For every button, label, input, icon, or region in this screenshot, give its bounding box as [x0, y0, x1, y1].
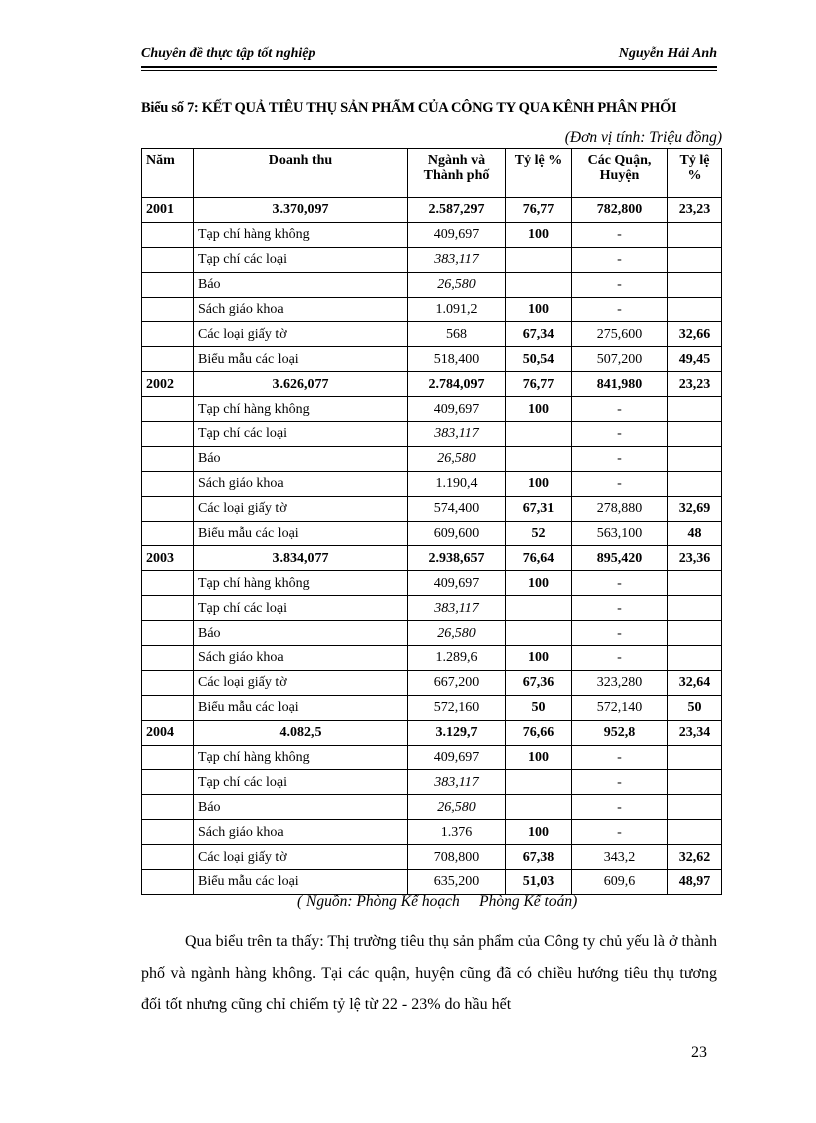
col-header: Ngành và Thành phố	[408, 149, 506, 198]
table-row	[142, 347, 722, 372]
district-pct-cell	[668, 770, 722, 795]
city-value-cell: 2.784,097	[408, 372, 506, 397]
district-pct-cell: 49,45	[668, 347, 722, 372]
city-value-cell: 409,697	[408, 571, 506, 596]
city-value-cell: 572,160	[408, 695, 506, 720]
district-pct-cell: 50	[668, 695, 722, 720]
source-note: ( Nguồn: Phòng Kế hoạch Phòng Kế toán)	[297, 893, 578, 910]
city-value-cell: 518,400	[408, 347, 506, 372]
city-pct-cell: 100	[506, 222, 572, 247]
empty-year-cell	[142, 670, 194, 695]
city-value-cell: 26,580	[408, 621, 506, 646]
city-pct-cell: 76,64	[506, 546, 572, 571]
city-value-cell: 1.376	[408, 820, 506, 845]
district-pct-cell: 32,62	[668, 845, 722, 870]
district-value-cell: -	[572, 770, 668, 795]
page-header	[141, 46, 717, 66]
district-pct-cell: 48	[668, 521, 722, 546]
empty-year-cell	[142, 795, 194, 820]
district-value-cell: 275,600	[572, 322, 668, 347]
city-pct-cell: 50	[506, 695, 572, 720]
product-name-cell: Các loại giấy tờ	[194, 670, 408, 695]
revenue-cell: 3.370,097	[194, 198, 408, 223]
district-pct-cell	[668, 571, 722, 596]
empty-year-cell	[142, 646, 194, 671]
city-value-cell: 1.091,2	[408, 297, 506, 322]
city-pct-cell	[506, 446, 572, 471]
city-pct-cell: 76,77	[506, 372, 572, 397]
district-value-cell: 343,2	[572, 845, 668, 870]
revenue-cell: 3.834,077	[194, 546, 408, 571]
table-row	[142, 222, 722, 247]
city-pct-cell: 100	[506, 820, 572, 845]
table-row	[142, 397, 722, 422]
city-pct-cell: 76,66	[506, 720, 572, 745]
city-value-cell: 383,117	[408, 422, 506, 447]
district-pct-cell	[668, 646, 722, 671]
district-value-cell: 609,6	[572, 870, 668, 895]
table-row	[142, 247, 722, 272]
city-value-cell: 26,580	[408, 272, 506, 297]
district-pct-cell	[668, 397, 722, 422]
city-value-cell: 1.289,6	[408, 646, 506, 671]
city-pct-cell	[506, 770, 572, 795]
table-row	[142, 422, 722, 447]
revenue-cell: 3.626,077	[194, 372, 408, 397]
year-cell: 2003	[142, 546, 194, 571]
unit-note: (Đơn vị tính: Triệu đồng)	[564, 129, 722, 146]
product-name-cell: Sách giáo khoa	[194, 471, 408, 496]
city-pct-cell: 67,34	[506, 322, 572, 347]
district-value-cell: -	[572, 247, 668, 272]
body-paragraph	[141, 926, 717, 1021]
district-pct-cell	[668, 745, 722, 770]
district-value-cell: -	[572, 272, 668, 297]
district-value-cell: 782,800	[572, 198, 668, 223]
city-value-cell: 383,117	[408, 596, 506, 621]
district-pct-cell: 23,23	[668, 372, 722, 397]
district-value-cell: 323,280	[572, 670, 668, 695]
table-row	[142, 471, 722, 496]
district-value-cell: -	[572, 745, 668, 770]
product-name-cell: Báo	[194, 621, 408, 646]
district-value-cell: -	[572, 621, 668, 646]
table-row	[142, 496, 722, 521]
empty-year-cell	[142, 621, 194, 646]
table-row	[142, 820, 722, 845]
district-value-cell: -	[572, 422, 668, 447]
table-row	[142, 571, 722, 596]
product-name-cell: Tạp chí các loại	[194, 596, 408, 621]
empty-year-cell	[142, 496, 194, 521]
district-pct-cell	[668, 596, 722, 621]
col-header: Tỷ lệ %	[668, 149, 722, 198]
city-value-cell: 409,697	[408, 397, 506, 422]
year-summary-row	[142, 372, 722, 397]
city-value-cell: 383,117	[408, 770, 506, 795]
table-row	[142, 845, 722, 870]
year-cell: 2001	[142, 198, 194, 223]
table-row	[142, 297, 722, 322]
city-value-cell: 2.938,657	[408, 546, 506, 571]
table-row	[142, 621, 722, 646]
header-right: Nguyễn Hải Anh	[618, 46, 717, 61]
empty-year-cell	[142, 745, 194, 770]
product-name-cell: Sách giáo khoa	[194, 297, 408, 322]
district-pct-cell: 23,34	[668, 720, 722, 745]
city-pct-cell: 100	[506, 471, 572, 496]
page-number: 23	[691, 1044, 707, 1061]
city-pct-cell: 76,77	[506, 198, 572, 223]
city-value-cell: 708,800	[408, 845, 506, 870]
district-value-cell: -	[572, 596, 668, 621]
product-name-cell: Các loại giấy tờ	[194, 496, 408, 521]
city-pct-cell: 100	[506, 297, 572, 322]
table-row	[142, 795, 722, 820]
district-value-cell: 278,880	[572, 496, 668, 521]
city-pct-cell	[506, 596, 572, 621]
city-value-cell: 383,117	[408, 247, 506, 272]
product-name-cell: Tạp chí hàng không	[194, 222, 408, 247]
city-pct-cell	[506, 422, 572, 447]
sales-table	[141, 148, 722, 895]
district-value-cell: -	[572, 571, 668, 596]
city-pct-cell: 51,03	[506, 870, 572, 895]
header-left: Chuyên đề thực tập tốt nghiệp	[141, 46, 316, 61]
city-value-cell: 667,200	[408, 670, 506, 695]
district-pct-cell: 32,69	[668, 496, 722, 521]
product-name-cell: Tạp chí các loại	[194, 247, 408, 272]
district-pct-cell	[668, 272, 722, 297]
product-name-cell: Tạp chí hàng không	[194, 571, 408, 596]
district-pct-cell	[668, 422, 722, 447]
table-row	[142, 745, 722, 770]
city-value-cell: 3.129,7	[408, 720, 506, 745]
city-pct-cell: 100	[506, 571, 572, 596]
city-pct-cell: 50,54	[506, 347, 572, 372]
city-value-cell: 574,400	[408, 496, 506, 521]
city-pct-cell: 67,38	[506, 845, 572, 870]
district-value-cell: -	[572, 646, 668, 671]
district-value-cell: 572,140	[572, 695, 668, 720]
empty-year-cell	[142, 870, 194, 895]
product-name-cell: Sách giáo khoa	[194, 820, 408, 845]
district-value-cell: 895,420	[572, 546, 668, 571]
product-name-cell: Biểu mẫu các loại	[194, 870, 408, 895]
district-pct-cell: 23,36	[668, 546, 722, 571]
col-header: Tỷ lệ %	[506, 149, 572, 198]
empty-year-cell	[142, 222, 194, 247]
district-value-cell: 563,100	[572, 521, 668, 546]
city-pct-cell: 67,31	[506, 496, 572, 521]
year-summary-row	[142, 198, 722, 223]
district-pct-cell	[668, 297, 722, 322]
district-value-cell: 841,980	[572, 372, 668, 397]
city-pct-cell	[506, 795, 572, 820]
table-row	[142, 521, 722, 546]
district-value-cell: 507,200	[572, 347, 668, 372]
city-value-cell: 409,697	[408, 222, 506, 247]
table-title: Biểu số 7: KẾT QUẢ TIÊU THỤ SẢN PHẨM CỦA CÔNG TY QUA KÊNH PHÂN PHỐI	[141, 100, 677, 116]
product-name-cell: Tạp chí hàng không	[194, 745, 408, 770]
product-name-cell: Báo	[194, 795, 408, 820]
revenue-cell: 4.082,5	[194, 720, 408, 745]
district-value-cell: -	[572, 795, 668, 820]
city-value-cell: 609,600	[408, 521, 506, 546]
table-row	[142, 596, 722, 621]
product-name-cell: Tạp chí các loại	[194, 770, 408, 795]
empty-year-cell	[142, 272, 194, 297]
city-pct-cell: 100	[506, 646, 572, 671]
city-pct-cell: 100	[506, 397, 572, 422]
product-name-cell: Tạp chí hàng không	[194, 397, 408, 422]
product-name-cell: Báo	[194, 446, 408, 471]
empty-year-cell	[142, 322, 194, 347]
col-header: Năm	[142, 149, 194, 198]
empty-year-cell	[142, 297, 194, 322]
district-pct-cell	[668, 247, 722, 272]
empty-year-cell	[142, 397, 194, 422]
city-value-cell: 2.587,297	[408, 198, 506, 223]
district-pct-cell	[668, 471, 722, 496]
product-name-cell: Tạp chí các loại	[194, 422, 408, 447]
product-name-cell: Các loại giấy tờ	[194, 845, 408, 870]
empty-year-cell	[142, 820, 194, 845]
table-body	[142, 198, 722, 895]
city-value-cell: 635,200	[408, 870, 506, 895]
col-header: Doanh thu	[194, 149, 408, 198]
city-value-cell: 1.190,4	[408, 471, 506, 496]
table-header-row	[142, 149, 722, 198]
city-value-cell: 409,697	[408, 745, 506, 770]
empty-year-cell	[142, 845, 194, 870]
header-rule-thin	[141, 70, 717, 71]
city-pct-cell	[506, 272, 572, 297]
empty-year-cell	[142, 521, 194, 546]
empty-year-cell	[142, 695, 194, 720]
city-value-cell: 26,580	[408, 795, 506, 820]
district-pct-cell	[668, 795, 722, 820]
year-cell: 2002	[142, 372, 194, 397]
district-pct-cell	[668, 446, 722, 471]
district-value-cell: -	[572, 446, 668, 471]
year-summary-row	[142, 546, 722, 571]
district-pct-cell: 48,97	[668, 870, 722, 895]
table-row	[142, 322, 722, 347]
empty-year-cell	[142, 770, 194, 795]
col-header: Các Quận, Huyện	[572, 149, 668, 198]
empty-year-cell	[142, 596, 194, 621]
table-row	[142, 695, 722, 720]
empty-year-cell	[142, 446, 194, 471]
city-value-cell: 568	[408, 322, 506, 347]
district-value-cell: -	[572, 222, 668, 247]
empty-year-cell	[142, 571, 194, 596]
table-row	[142, 770, 722, 795]
district-value-cell: -	[572, 397, 668, 422]
district-pct-cell: 23,23	[668, 198, 722, 223]
header-rule-thick	[141, 66, 717, 68]
district-pct-cell: 32,66	[668, 322, 722, 347]
table-row	[142, 446, 722, 471]
product-name-cell: Biểu mẫu các loại	[194, 521, 408, 546]
district-value-cell: -	[572, 471, 668, 496]
district-value-cell: -	[572, 297, 668, 322]
year-summary-row	[142, 720, 722, 745]
empty-year-cell	[142, 347, 194, 372]
empty-year-cell	[142, 247, 194, 272]
city-pct-cell: 100	[506, 745, 572, 770]
district-pct-cell: 32,64	[668, 670, 722, 695]
city-value-cell: 26,580	[408, 446, 506, 471]
table-row	[142, 272, 722, 297]
city-pct-cell: 52	[506, 521, 572, 546]
year-cell: 2004	[142, 720, 194, 745]
product-name-cell: Các loại giấy tờ	[194, 322, 408, 347]
product-name-cell: Báo	[194, 272, 408, 297]
district-pct-cell	[668, 820, 722, 845]
table-row	[142, 670, 722, 695]
district-pct-cell	[668, 621, 722, 646]
city-pct-cell	[506, 247, 572, 272]
table-row	[142, 870, 722, 895]
district-value-cell: 952,8	[572, 720, 668, 745]
city-pct-cell: 67,36	[506, 670, 572, 695]
paragraph-text: Qua biểu trên ta thấy: Thị trường tiêu thụ sản phẩm của Công ty chủ yếu là ở thành phố và ngành hàng không. Tại các quận, huyện cũng đã có chiều hướng tiêu thụ tương đối tốt nhưng cũng chỉ chiếm tỷ lệ từ 22 - 23% do hầu hết	[141, 933, 717, 1013]
product-name-cell: Biểu mẫu các loại	[194, 695, 408, 720]
district-pct-cell	[668, 222, 722, 247]
table-row	[142, 646, 722, 671]
city-pct-cell	[506, 621, 572, 646]
product-name-cell: Biểu mẫu các loại	[194, 347, 408, 372]
empty-year-cell	[142, 422, 194, 447]
district-value-cell: -	[572, 820, 668, 845]
product-name-cell: Sách giáo khoa	[194, 646, 408, 671]
empty-year-cell	[142, 471, 194, 496]
